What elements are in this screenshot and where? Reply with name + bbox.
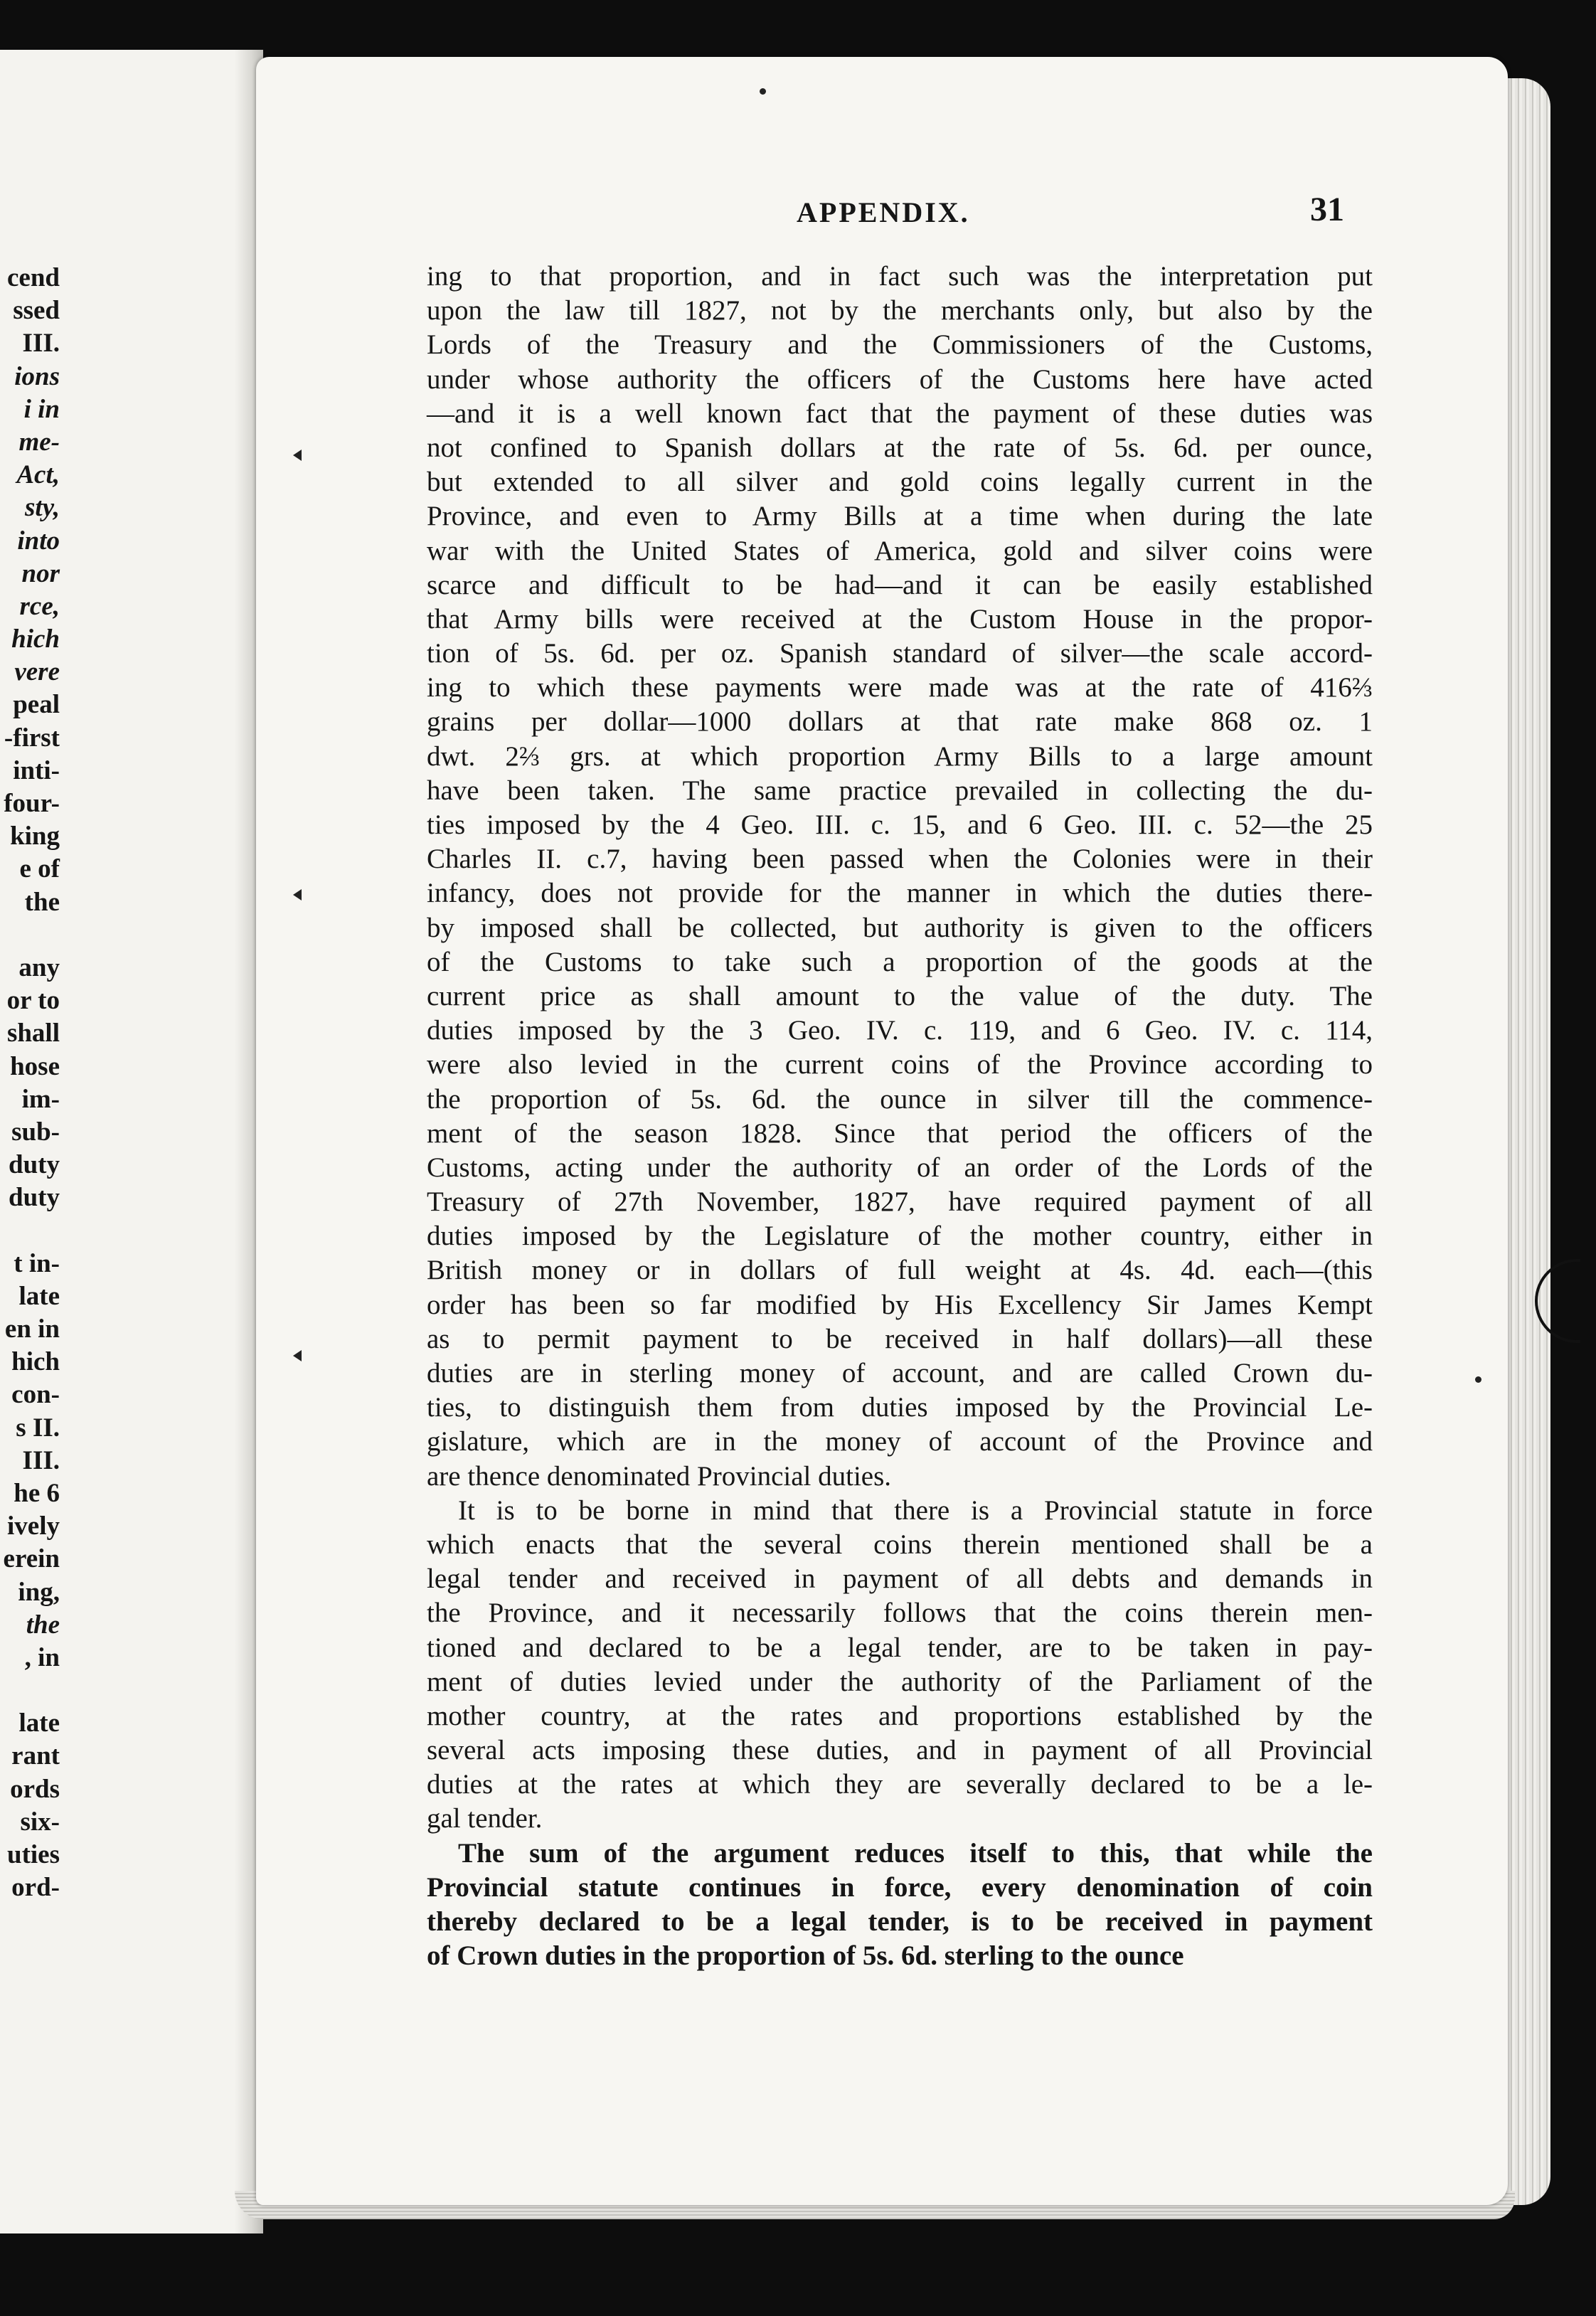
left-fragment-line: hich [11,625,60,654]
left-fragment-line: me- [18,427,60,457]
text-line: Province, and even to Army Bills at a time when during the late [427,501,1373,532]
left-fragment-line [0,919,60,952]
left-fragment-line: im- [21,1084,60,1114]
left-fragment-line: rant [11,1741,60,1771]
left-fragment-line: en in [4,1314,60,1344]
text-line: but extended to all silver and gold coins legally current in the [427,467,1373,498]
left-fragment-line: rce, [19,591,60,621]
margin-mark [293,889,302,901]
text-line: Customs, acting under the authority of an order of the Lords of the [427,1152,1373,1183]
text-line: the Province, and it necessarily follows that the coins therein men- [427,1598,1373,1629]
left-fragment-line: late [18,1709,60,1738]
text-line: —and it is a well known fact that the payment of these duties was [427,398,1373,429]
left-fragment-line: late [18,1281,60,1311]
text-line: Lords of the Treasury and the Commissioners of the Customs, [427,329,1373,361]
left-fragment-line: s II. [16,1413,60,1443]
left-fragment-line [0,1214,60,1247]
ink-speck [760,88,766,95]
left-fragment-line: t in- [14,1248,60,1278]
left-fragment-line: the [26,1610,60,1640]
left-fragment-line: uties [7,1840,60,1869]
left-fragment-line: six- [20,1807,60,1837]
left-fragment-line: sty, [25,493,60,523]
page-header [427,191,1344,238]
page-number: 31 [1310,191,1344,228]
text-line: as to permit payment to be received in half dollars)—all these [427,1323,1373,1354]
left-fragment-line [0,1674,60,1707]
text-line: British money or in dollars of full weight at 4s. 4d. each—(this [427,1255,1373,1286]
text-line: Charles II. c.7, having been passed when the Colonies were in their [427,844,1373,875]
text-line: Treasury of 27th November, 1827, have required payment of all [427,1186,1373,1218]
text-line: the proportion of 5s. 6d. the ounce in silver till the commence- [427,1083,1373,1115]
text-line: dwt. 2⅔ grs. at which proportion Army Bills to a large amount [427,740,1373,772]
text-line: It is to be borne in mind that there is a Provincial statute in force [458,1494,1373,1526]
left-fragment-line: shall [6,1019,60,1048]
text-line: tion of 5s. 6d. per oz. Spanish standard of silver—the scale accord- [427,638,1373,669]
text-line: mother country, at the rates and proportions established by the [427,1700,1373,1731]
text-line: Provincial statute continues in force, every denomination of coin [427,1871,1373,1903]
left-fragment-line: ions [14,361,60,391]
left-fragment-line: III. [22,1445,60,1475]
left-fragment-line: any [18,952,60,982]
ink-speck [1475,1376,1481,1383]
text-line: were also levied in the current coins of the Province according to [427,1049,1373,1080]
text-line: current price as shall amount to the value of the duty. The [427,980,1373,1011]
left-fragment-line: i in [23,394,60,424]
text-line: that Army bills were received at the Custom House in the propor- [427,603,1373,634]
text-line: duties are in sterling money of account, and are called Crown du- [427,1358,1373,1388]
left-fragment-line: , in [24,1642,60,1672]
text-line: legal tender and received in payment of all debts and demands in [427,1563,1373,1595]
left-fragment-line: -first [4,723,60,753]
text-line: under whose authority the officers of the Customs here have acted [427,363,1373,395]
left-fragment-line: erein [3,1544,60,1574]
text-line: which enacts that the several coins therein mentioned shall be a [427,1529,1373,1560]
text-line: upon the law till 1827, not by the merchants only, but also by the [427,295,1373,326]
text-line: duties imposed by the Legislature of the mother country, either in [427,1221,1373,1252]
left-fragment-line: duty [9,1150,60,1180]
running-title: APPENDIX. [797,196,970,228]
left-fragment-line: Act, [16,460,60,490]
left-fragment-line: hose [10,1051,60,1081]
text-line: ing to that proportion, and in fact such was the interpretation put [427,261,1373,292]
text-line: by imposed shall be collected, but authority is given to the officers [427,912,1373,943]
text-line: war with the United States of America, gold and silver coins were [427,535,1373,566]
left-fragment-line: sub- [11,1117,60,1147]
text-line: tioned and declared to be a legal tender, are to be taken in pay- [427,1632,1373,1663]
text-line: grains per dollar—1000 dollars at that rate make 868 oz. 1 [427,706,1373,738]
text-line: of Crown duties in the proportion of 5s. 6d. sterling to the ounce [427,1940,1184,1972]
text-line: ment of duties levied under the authority of the Parliament of the [427,1666,1373,1697]
text-line: duties at the rates at which they are severally declared to be a le- [427,1769,1373,1800]
left-fragment-line: king [10,822,60,851]
margin-mark [293,450,302,461]
left-fragment-line: nor [21,558,60,588]
text-line: ing to which these payments were made was at the rate of 416⅔ [427,672,1373,703]
text-line: gal tender. [427,1803,543,1834]
left-fragment-line: con- [11,1380,60,1410]
left-fragment-line: duty [9,1183,60,1213]
left-page-text-fragments [0,262,60,1904]
text-line: gislature, which are in the money of account of the Province and [427,1426,1373,1457]
left-fragment-line: vere [14,657,60,687]
left-fragment-line: or to [6,986,60,1016]
margin-mark [293,1350,302,1361]
text-line: thereby declared to be a legal tender, is to be received in payment [427,1906,1373,1937]
text-line: scarce and difficult to be had—and it can be easily established [427,569,1373,600]
body-text [427,260,1373,1973]
text-line: infancy, does not provide for the manner in which the duties there- [427,878,1373,909]
text-line: order has been so far modified by His Excellency Sir James Kempt [427,1289,1373,1320]
text-line: ment of the season 1828. Since that period the officers of the [427,1117,1373,1149]
left-fragment-line: III. [22,329,60,358]
left-fragment-line: ing, [18,1577,60,1607]
left-fragment-line: he 6 [14,1478,60,1508]
left-fragment-line: the [24,887,60,917]
left-fragment-line: cend [7,263,60,292]
text-line: have been taken. The same practice prevailed in collecting the du- [427,775,1373,806]
left-fragment-line: inti- [13,755,60,785]
left-fragment-line: ssed [13,296,60,326]
left-fragment-line: four- [4,789,60,818]
text-line: are thence denominated Provincial duties. [427,1460,892,1492]
text-line: ties, to distinguish them from duties imposed by the Provincial Le- [427,1392,1373,1423]
text-line: of the Customs to take such a proportion of the goods at the [427,946,1373,977]
text-line: several acts imposing these duties, and in payment of all Provincial [427,1735,1373,1766]
text-line: duties imposed by the 3 Geo. IV. c. 119, and 6 Geo. IV. c. 114, [427,1015,1373,1046]
text-line: The sum of the argument reduces itself to this, that while the [458,1837,1373,1869]
text-line: ties imposed by the 4 Geo. III. c. 15, and 6 Geo. III. c. 52—the 25 [427,809,1373,840]
text-line: not confined to Spanish dollars at the rate of 5s. 6d. per ounce, [427,432,1373,463]
left-fragment-line: e of [19,854,60,884]
left-fragment-line: ord- [11,1873,60,1903]
left-fragment-line: into [17,526,60,556]
left-fragment-line: ords [10,1774,60,1804]
left-fragment-line: ively [7,1512,60,1541]
left-fragment-line: peal [13,690,60,720]
left-fragment-line: hich [11,1347,60,1377]
